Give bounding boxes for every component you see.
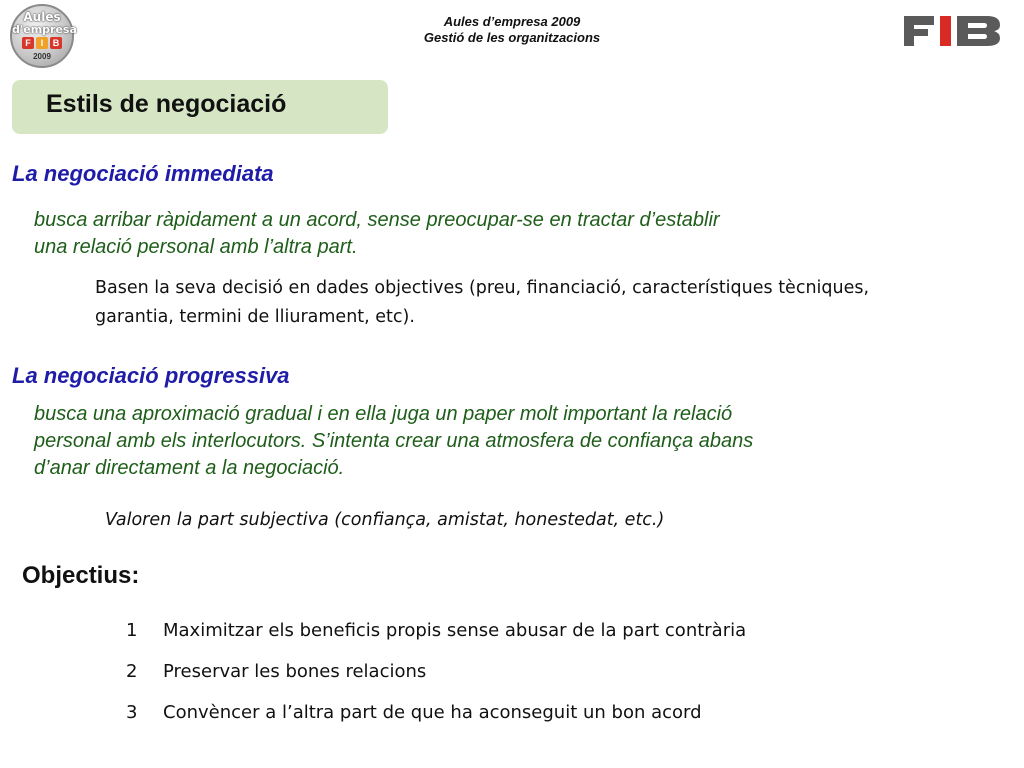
objective-item: 3 Convèncer a l’altra part de que ha aconseguit un bon acord [126, 702, 702, 723]
fib-logo [902, 14, 1002, 48]
objectives-heading: Objectius: [22, 562, 140, 589]
header-title-line1: Aules d’empresa 2009 [443, 14, 581, 29]
objective-item: 1 Maximitzar els beneficis propis sense abusar de la part contrària [126, 620, 747, 641]
progressive-note: Valoren la part subjectiva (confiança, amistat, honestedat, etc.) [105, 510, 665, 530]
section-title: Estils de negociació [46, 90, 287, 118]
immediate-description: busca arribar ràpidament a un acord, sense preocupar-se en tractar d’establir una relació personal amb l’altra part. [34, 209, 720, 258]
objective-item: 2 Preservar les bones relacions [126, 661, 427, 682]
immediate-note: Basen la seva decisió en dades objectives (preu, financiació, característiques tècniques, garantia, termini de lliurament, etc). [95, 278, 870, 327]
progressive-heading: La negociació progressiva [12, 363, 290, 388]
aules-empresa-logo: Aules d'empresa F I B 2009 [10, 4, 74, 68]
header-title [300, 14, 724, 46]
immediate-heading: La negociació immediata [12, 161, 274, 186]
logo-fib-letters: F I B [12, 37, 72, 49]
header-title-line2: Gestió de les organitzacions [423, 30, 601, 45]
progressive-description: busca una aproximació gradual i en ella juga un paper molt important la relació personal amb els interlocutors. S’intenta crear una atmosfera de confiança abans d’anar directament a la negociació. [34, 403, 754, 479]
